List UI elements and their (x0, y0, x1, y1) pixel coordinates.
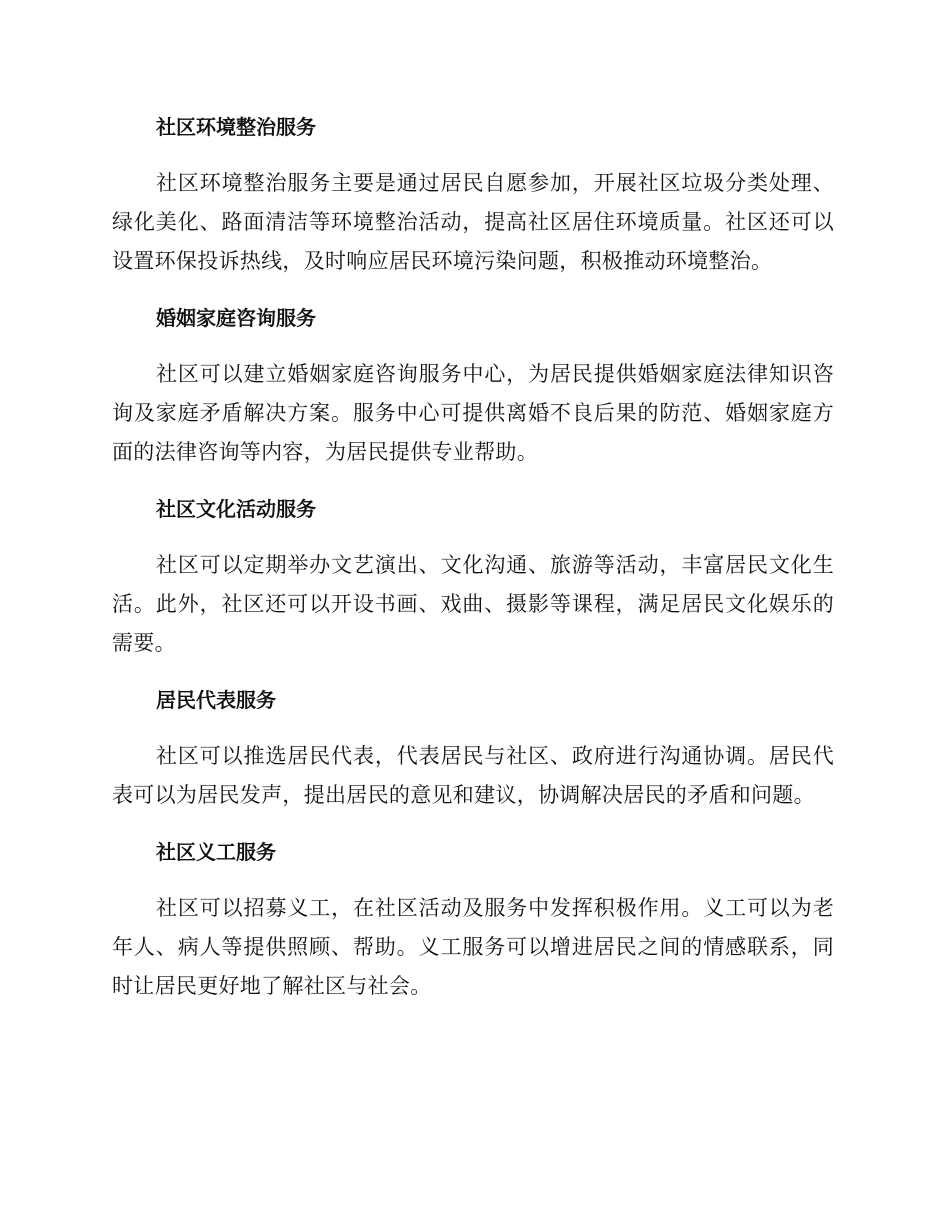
spacer (112, 472, 834, 492)
section-body-marriage: 社区可以建立婚姻家庭咨询服务中心，为居民提供婚姻家庭法律知识咨询及家庭矛盾解决方案。服务中心可提供离婚不良后果的防范、婚姻家庭方面的法律咨询等内容，为居民提供专业帮助。 (112, 362, 834, 464)
section-title-marriage: 婚姻家庭咨询服务 (156, 306, 316, 330)
spacer (112, 717, 834, 737)
section-title-environment: 社区环境整治服务 (156, 115, 316, 139)
section-title-volunteer: 社区义工服务 (156, 840, 276, 864)
section-body-volunteer: 社区可以招募义工，在社区活动及服务中发挥积极作用。义工可以为老年人、病人等提供照顾、帮助。义工服务可以增进居民之间的情感联系，同时让居民更好地了解社区与社会。 (112, 896, 834, 998)
section-title-culture: 社区文化活动服务 (156, 497, 316, 521)
spacer (112, 281, 834, 301)
spacer (112, 815, 834, 835)
document-content (112, 110, 834, 1006)
section-title-representatives: 居民代表服务 (156, 688, 276, 712)
spacer (112, 335, 834, 355)
section-body-representatives: 社区可以推选居民代表，代表居民与社区、政府进行沟通协调。居民代表可以为居民发声，提出居民的意见和建议，协调解决居民的矛盾和问题。 (112, 744, 834, 807)
spacer (112, 869, 834, 889)
spacer (112, 526, 834, 546)
spacer (112, 144, 834, 164)
section-body-environment: 社区环境整治服务主要是通过居民自愿参加，开展社区垃圾分类处理、绿化美化、路面清洁等环境整治活动，提高社区居住环境质量。社区还可以设置环保投诉热线，及时响应居民环境污染问题，积极推动环境整治。 (112, 171, 834, 273)
section-body-culture: 社区可以定期举办文艺演出、文化沟通、旅游等活动，丰富居民文化生活。此外，社区还可以开设书画、戏曲、摄影等课程，满足居民文化娱乐的需要。 (112, 553, 834, 655)
spacer (112, 663, 834, 683)
